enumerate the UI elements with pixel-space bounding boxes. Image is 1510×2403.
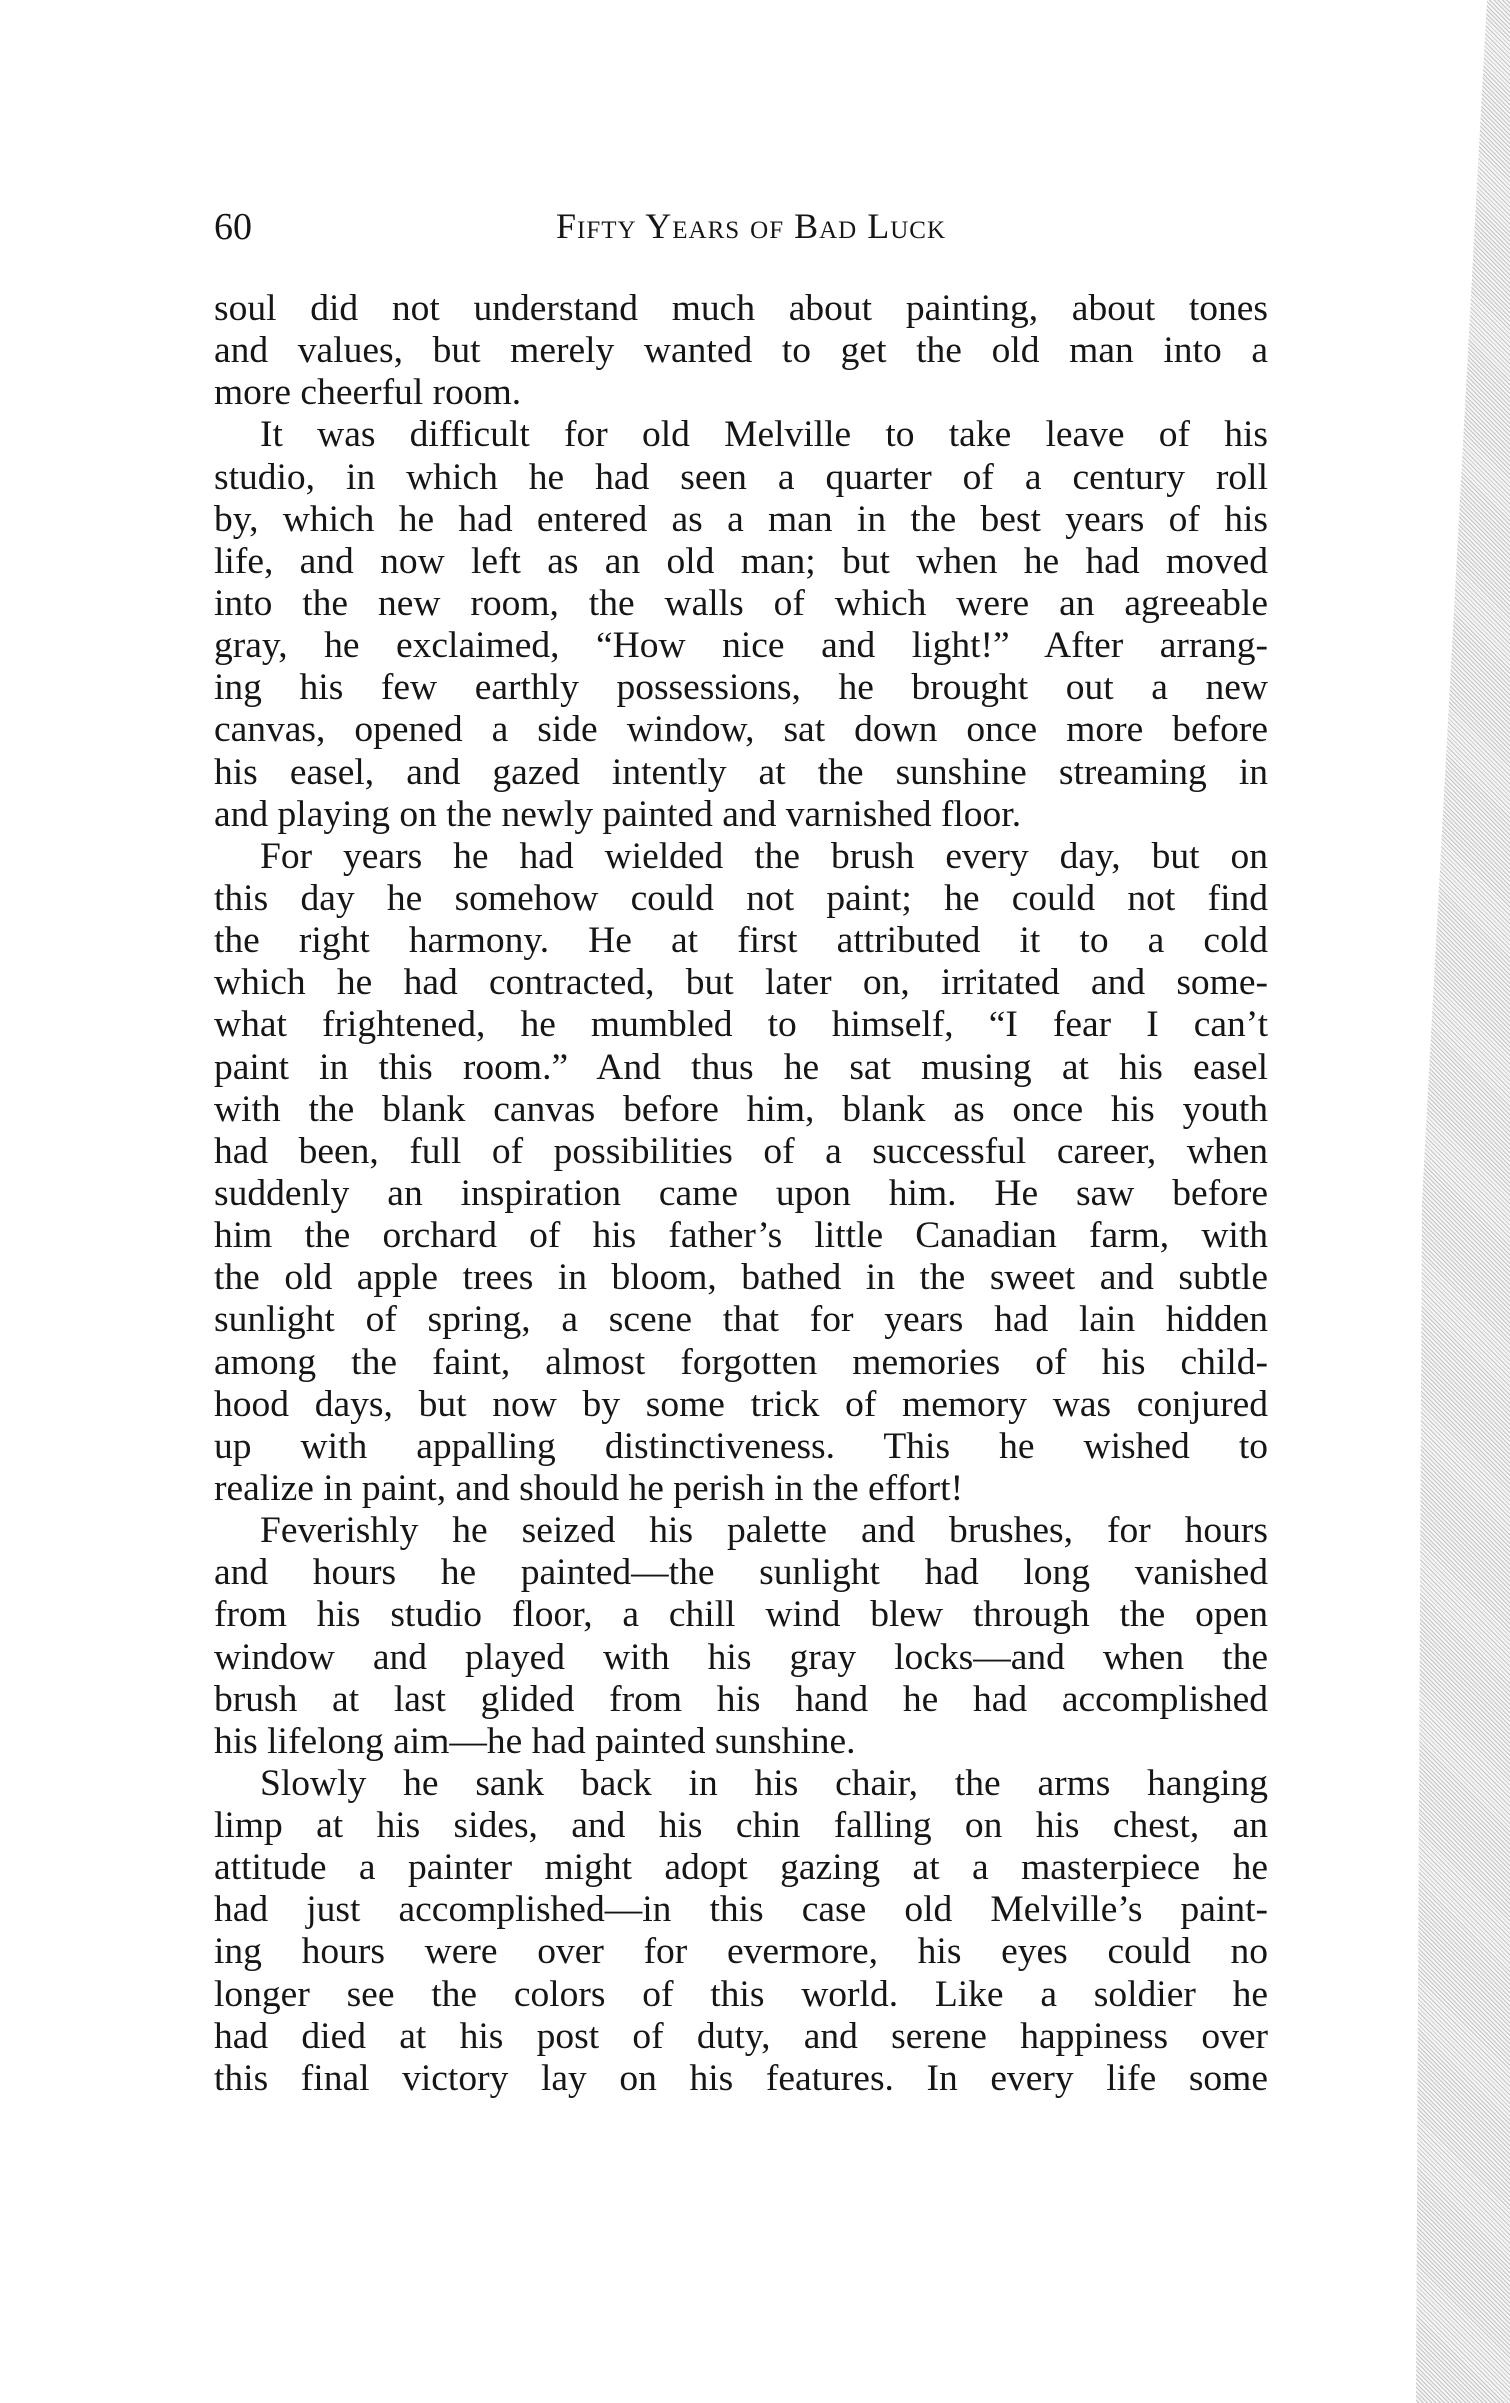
text-line: this day he somehow could not paint; he could not find [214, 877, 1268, 919]
text-line: had been, full of possibilities of a successful career, when [214, 1130, 1268, 1172]
body-text [214, 288, 1268, 2100]
text-line: life, and now left as an old man; but when he had moved [214, 540, 1268, 582]
text-line: attitude a painter might adopt gazing at a masterpiece he [214, 1847, 1268, 1889]
text-line: hood days, but now by some trick of memory was conjured [214, 1383, 1268, 1425]
text-line: suddenly an inspiration came upon him. He saw before [214, 1172, 1268, 1214]
paragraph [214, 1510, 1268, 1763]
text-line: brush at last glided from his hand he had accomplished [214, 1678, 1268, 1720]
text-line: with the blank canvas before him, blank as once his youth [214, 1088, 1268, 1130]
text-line: had just accomplished—in this case old Melville’s paint- [214, 1889, 1268, 1931]
text-line: and hours he painted—the sunlight had long vanished [214, 1552, 1268, 1594]
text-line: For years he had wielded the brush every day, but on [260, 835, 1268, 877]
text-line: his lifelong aim—he had painted sunshine. [214, 1720, 856, 1762]
paragraph [214, 836, 1268, 1510]
running-title: Fifty Years of Bad Luck [556, 206, 946, 246]
text-line: ing hours were over for evermore, his eyes could no [214, 1931, 1268, 1973]
text-line: from his studio floor, a chill wind blew through the open [214, 1594, 1268, 1636]
text-line: the right harmony. He at first attributed it to a cold [214, 920, 1268, 962]
text-line: gray, he exclaimed, “How nice and light!” After arrang- [214, 625, 1268, 667]
text-line: which he had contracted, but later on, irritated and some- [214, 962, 1268, 1004]
text-line: and playing on the newly painted and varnished floor. [214, 793, 1022, 835]
text-line: him the orchard of his father’s little Canadian farm, with [214, 1215, 1268, 1257]
text-line: up with appalling distinctiveness. This he wished to [214, 1425, 1268, 1467]
paragraph [214, 414, 1268, 835]
text-line: ing his few earthly possessions, he brought out a new [214, 667, 1268, 709]
text-line: realize in paint, and should he perish in the effort! [214, 1467, 964, 1509]
text-line: It was difficult for old Melville to take leave of his [260, 414, 1268, 456]
text-line: longer see the colors of this world. Like a soldier he [214, 1973, 1268, 2015]
text-line: window and played with his gray locks—and when the [214, 1636, 1268, 1678]
text-line: the old apple trees in bloom, bathed in the sweet and subtle [214, 1257, 1268, 1299]
paragraph [214, 288, 1268, 414]
page-header [214, 205, 1268, 255]
text-line: Slowly he sank back in his chair, the arms hanging [260, 1762, 1268, 1804]
text-line: and values, but merely wanted to get the old man into a [214, 330, 1268, 372]
text-line: soul did not understand much about painting, about tones [214, 288, 1268, 329]
text-line: by, which he had entered as a man in the best years of his [214, 498, 1268, 540]
text-line: limp at his sides, and his chin falling on his chest, an [214, 1805, 1268, 1847]
text-line: sunlight of spring, a scene that for years had lain hidden [214, 1299, 1268, 1341]
text-line: what frightened, he mumbled to himself, “I fear I can’t [214, 1004, 1268, 1046]
text-line: this final victory lay on his features. In every life some [214, 2057, 1268, 2099]
page-number: 60 [214, 206, 252, 248]
text-line: among the faint, almost forgotten memories of his child- [214, 1341, 1268, 1383]
text-line: canvas, opened a side window, sat down once more before [214, 709, 1268, 751]
text-line: into the new room, the walls of which were an agreeable [214, 582, 1268, 624]
text-line: Feverishly he seized his palette and brushes, for hours [260, 1510, 1268, 1552]
page-edge-shadow [1410, 0, 1510, 2403]
text-line: paint in this room.” And thus he sat musing at his easel [214, 1046, 1268, 1088]
text-line: had died at his post of duty, and serene happiness over [214, 2015, 1268, 2057]
text-line: more cheerful room. [214, 372, 522, 414]
paragraph [214, 1763, 1268, 2100]
text-line: his easel, and gazed intently at the sunshine streaming in [214, 751, 1268, 793]
text-line: studio, in which he had seen a quarter of a century roll [214, 456, 1268, 498]
